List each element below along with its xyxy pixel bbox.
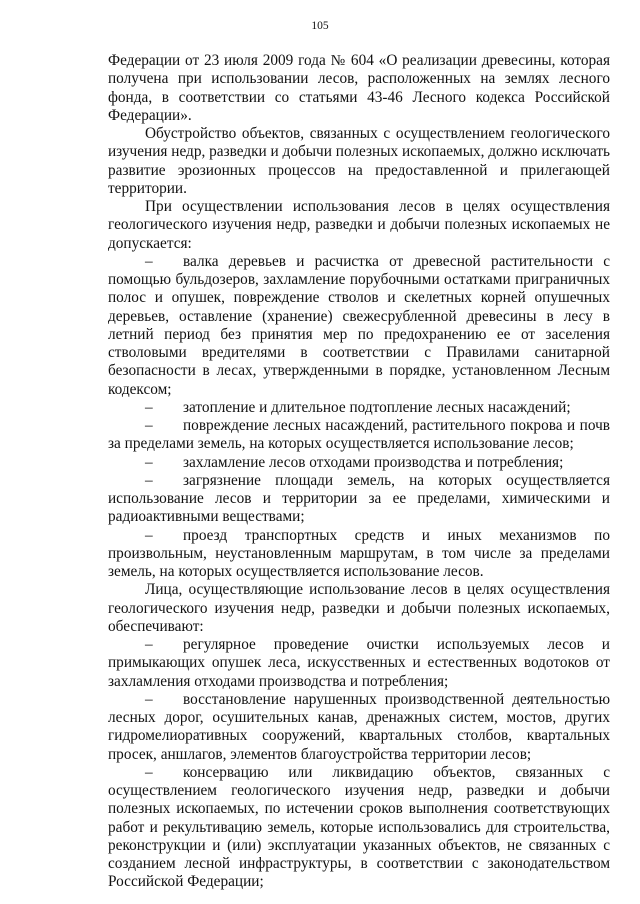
list-item <box>108 764 610 892</box>
list-item <box>108 472 610 527</box>
page-number: 105 <box>311 20 329 32</box>
list-item <box>108 253 610 399</box>
paragraph: Обустройство объектов, связанных с осуществлением геологического изучения недр, разведки и добычи полезных ископаемых, должно исключать развитие эрозионных процессов на предоставленной и прилегающей территории. <box>108 125 611 197</box>
list-dash-marker: – <box>145 398 153 416</box>
list-item-text: восстановление нарушенных производственной деятельностью лесных дорог, осушительных канав, дренажных систем, мостов, других гидромелиоративных сооружений, квартальных столбов, квартальных просек, аншлагов, элементов благоустройства территории лесов; <box>108 690 610 763</box>
list-item-text: повреждение лесных насаждений, растительного покрова и почв за пределами земель, на которых осуществляется использование лесов; <box>108 417 610 453</box>
list-dash-marker: – <box>145 471 153 489</box>
paragraph: При осуществлении использования лесов в целях осуществления геологического изучения недр, разведки и добычи полезных ископаемых не допускается: <box>108 198 610 252</box>
list-dash-marker: – <box>145 763 153 781</box>
list-item <box>108 527 610 582</box>
list-item <box>108 636 610 691</box>
list-item <box>108 399 610 417</box>
list-dash-marker: – <box>145 252 153 270</box>
list-item-text: проезд транспортных средств и иных механизмов по произвольным, неустановленным маршрутам, в том числе за пределами земель, на которых осуществляется использование лесов. <box>108 526 610 580</box>
list-dash-marker: – <box>145 417 153 434</box>
list-item <box>108 454 610 472</box>
list-dash-marker: – <box>145 690 153 708</box>
list-item-text: загрязнение площади земель, на которых осуществляется использование лесов и территории за ее пределами, химическими и радиоактивными веществами; <box>108 471 610 526</box>
list-item-text: регулярное проведение очистки используемых лесов и примыкающих опушек леса, искусственных и естественных водотоков от захламления отходами производства и потребления; <box>108 636 610 690</box>
paragraph: Федерации от 23 июля 2009 года № 604 «О реализации древесины, которая получена при использовании лесов, расположенных на землях лесного фонда, в соответствии со статьями 43-46 Лесного кодекса Российской Федерации». <box>108 52 610 124</box>
list-dash-marker: – <box>145 453 153 471</box>
list-item-text: валка деревьев и расчистка от древесной растительности с помощью бульдозеров, захламление порубочными остатками приграничных полос и опушек, повреждение стволов и скелетных корней опушечных деревьев, оставление (хранение) свежесрубленной древесины в лесу в летний период без принятия мер по предохранению ее от заселения стволовыми вредителями в соответствии с Правилами санитарной безопасности в лесах, утвержденными в порядке, установленном Лесным кодексом; <box>108 252 610 398</box>
list-item <box>108 417 610 454</box>
list-item <box>108 691 610 764</box>
list-item-text: затопление и длительное подтопление лесных насаждений; <box>183 398 571 416</box>
list-item-text: захламление лесов отходами производства и потребления; <box>183 453 564 471</box>
paragraph: Лица, осуществляющие использование лесов в целях осуществления геологического изучения недр, разведки и добычи полезных ископаемых, обеспечивают: <box>108 581 610 635</box>
list-dash-marker: – <box>145 636 153 653</box>
list-item-text: консервацию или ликвидацию объектов, связанных с осуществлением геологического изучения недр, разведки и добычи полезных ископаемых, по истечении сроков выполнения соответствующих работ и рекультивацию земель, которые использовались для строительства, реконструкции и (или) эксплуатации указанных объектов, не связанных с созданием лесной инфраструктуры, в соответствии с законодательством Российской Федерации; <box>108 763 610 891</box>
document-body <box>108 52 610 892</box>
list-dash-marker: – <box>145 526 153 544</box>
